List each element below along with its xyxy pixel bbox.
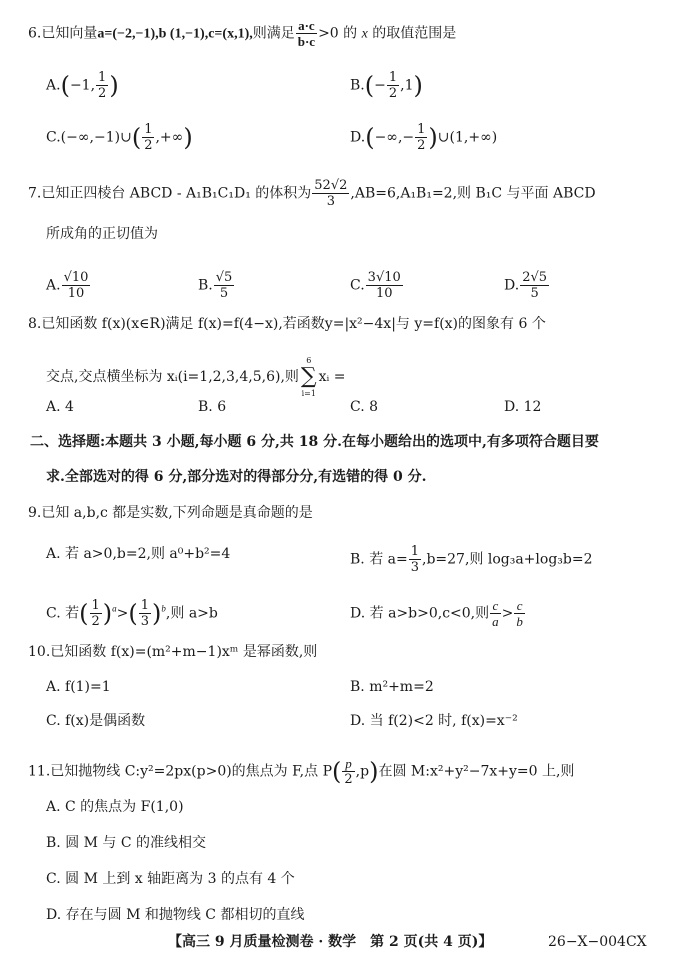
q11-option-b: B. 圆 M 与 C 的准线相交	[46, 835, 207, 851]
q10-stem: 10.已知函数 f(x)=(m²+m−1)xᵐ 是幂函数,则	[28, 644, 318, 660]
q7-option-a: A. $\frac{√10}{10}$	[46, 270, 89, 301]
q7-option-c: C. $\frac{3√10}{10}$	[350, 270, 401, 301]
q9-option-c: C. 若( $\frac{1}{2}$ )$^a$>( $\frac{1}{3}$ )$^b$,则 a>b	[46, 598, 218, 629]
q7-volume: $\frac{52√2}{3}$	[314, 178, 348, 209]
q8-option-c: C. 8	[350, 399, 379, 415]
q6-option-c: C.(−∞,−1)∪( $\frac{1}{2}$ ,+∞)	[46, 122, 193, 153]
q10-option-a: A. f(1)=1	[46, 679, 111, 695]
section2-heading: 二、选择题:本题共 3 小题,每小题 6 分,共 18 分.在每小题给出的选项中,有多项符合题目要	[30, 434, 599, 450]
q11-option-a: A. C 的焦点为 F(1,0)	[46, 799, 184, 815]
q11-option-d: D. 存在与圆 M 和抛物线 C 都相切的直线	[46, 907, 305, 923]
q6-ratio: $\frac{a\cdot c}{b\cdot c}$	[297, 18, 316, 49]
q8-option-a: A. 4	[46, 399, 74, 415]
q9-option-a: A. 若 a>0,b=2,则 a⁰+b²=4	[46, 546, 231, 562]
q6-option-b: B.(− $\frac{1}{2}$ ,1)	[350, 70, 423, 101]
q8-option-d: D. 12	[504, 399, 542, 415]
section2-heading-line2: 求.全部选对的得 6 分,部分选对的得部分分,有选错的得 0 分.	[46, 469, 427, 485]
q7-option-d: D. $\frac{2√5}{5}$	[504, 270, 548, 301]
q7-stem: 7.已知正四棱台 ABCD - A₁B₁C₁D₁ 的体积为 $\frac{52√2}{3}$ ,AB=6,A₁B₁=2,则 B₁C 与平面 ABCD	[28, 178, 596, 209]
q9-stem: 9.已知 a,b,c 都是实数,下列命题是真命题的是	[28, 505, 313, 521]
q10-option-d: D. 当 f(2)<2 时, f(x)=x⁻²	[350, 713, 518, 729]
q11-stem: 11.已知抛物线 C:y²=2px(p>0)的焦点为 F,点 P( $\frac{p}{2}$ ,p)在圆 M:x²+y²−7x+y=0 上,则	[28, 756, 575, 787]
q9-option-b: B. 若 a= $\frac{1}{3}$ ,b=27,则 log₃a+log₃b=2	[350, 544, 593, 575]
footer-code: 26−X−004CX	[548, 934, 647, 950]
q7-stem-line2: 所成角的正切值为	[46, 226, 158, 242]
q10-option-b: B. m²+m=2	[350, 679, 434, 695]
q9-option-d: D. 若 a>b>0,c<0,则 $\frac{c}{a}$ > $\frac{c}{b}$	[350, 598, 523, 629]
q8-option-b: B. 6	[198, 399, 227, 415]
q6-option-d: D.(−∞,− $\frac{1}{2}$ )∪(1,+∞)	[350, 122, 498, 153]
q6-option-a: A.(−1, $\frac{1}{2}$ )	[46, 70, 119, 101]
q11-option-c: C. 圆 M 上到 x 轴距离为 3 的点有 4 个	[46, 871, 295, 887]
footer-title: 【高三 9 月质量检测卷 · 数学 第 2 页(共 4 页)】	[168, 934, 493, 950]
q8-stem-line2: 交点,交点横坐标为 xᵢ(i=1,2,3,4,5,6),则 6 ∑ i=1 xᵢ =	[46, 356, 346, 398]
q6-stem: 6.已知向量a=(−2,−1),b (1,−1),c=(x,1),则满足 $\frac{a\cdot c}{b\cdot c}$ >0 的 x 的取值范围是	[28, 18, 457, 49]
q10-option-c: C. f(x)是偶函数	[46, 713, 146, 729]
sum-symbol: 6 ∑ i=1	[300, 356, 317, 398]
q7-option-b: B. $\frac{√5}{5}$	[198, 270, 233, 301]
q8-stem: 8.已知函数 f(x)(x∈R)满足 f(x)=f(4−x),若函数y=|x²−4x|与 y=f(x)的图象有 6 个	[28, 316, 546, 332]
